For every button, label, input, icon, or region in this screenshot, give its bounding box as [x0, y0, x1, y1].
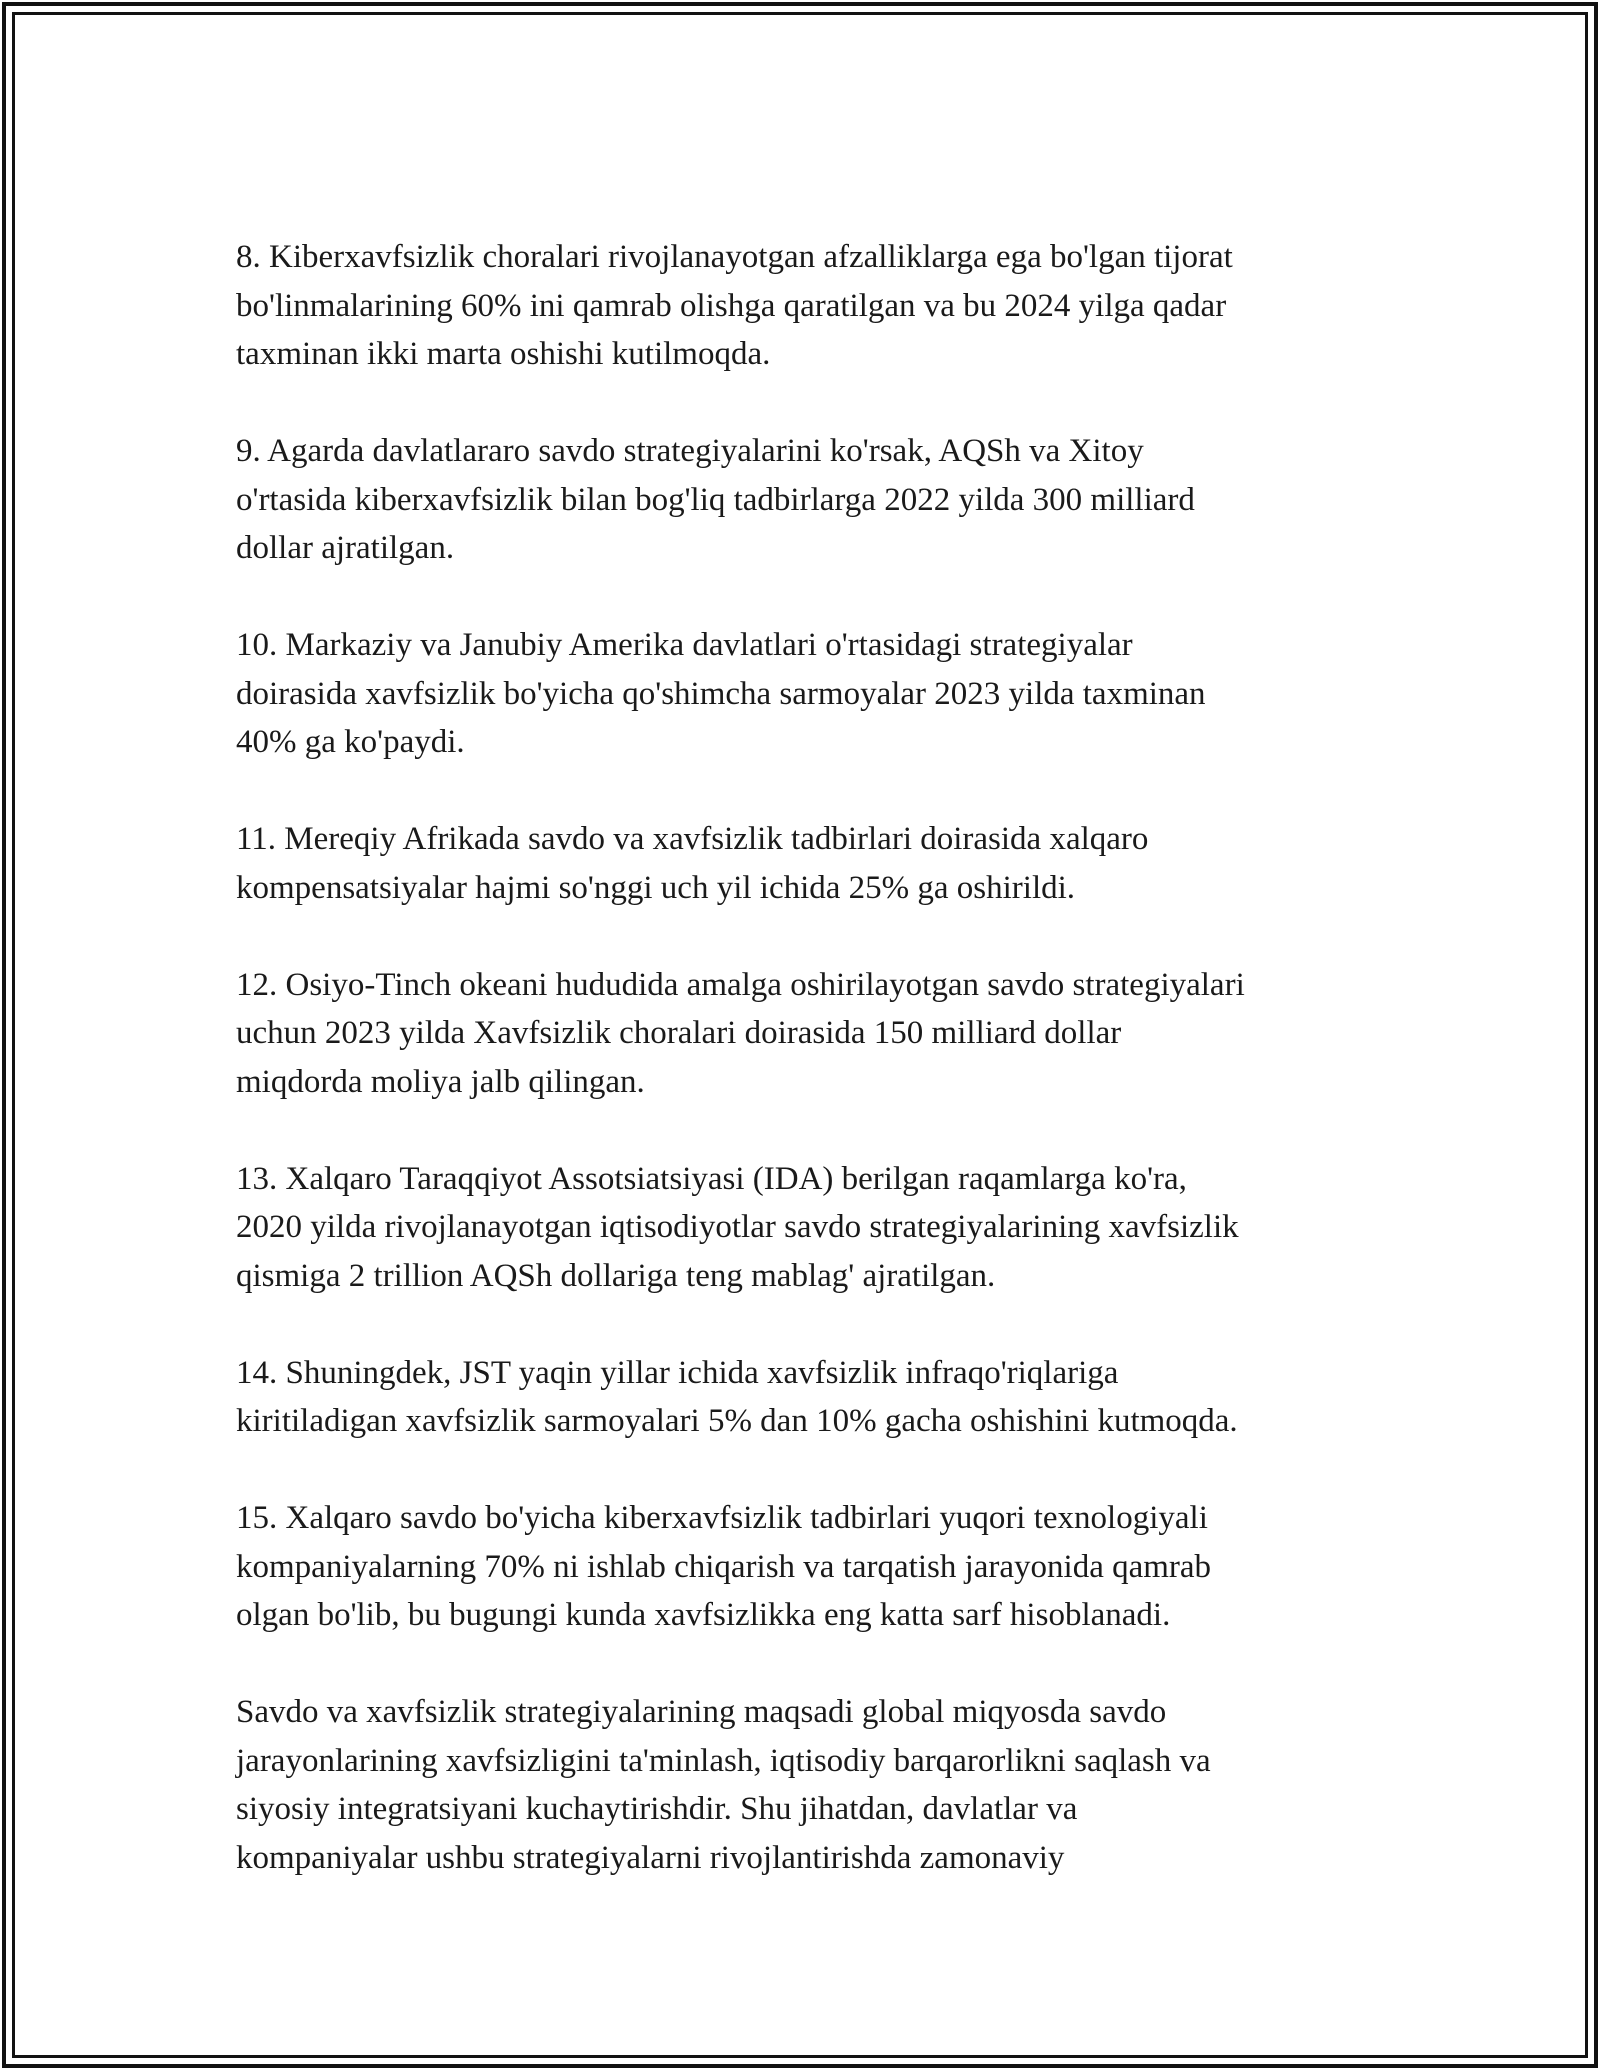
- text-line: uchun 2023 yilda Xavfsizlik choralari doirasida 150 milliard dollar: [236, 1015, 1122, 1051]
- text-line: o'rtasida kiberxavfsizlik bilan bog'liq tadbirlarga 2022 yilda 300 milliard: [236, 481, 1195, 518]
- text-line: 2020 yilda rivojlanayotgan iqtisodiyotlar savdo strategiyalarining xavfsizlik: [236, 1209, 1239, 1245]
- text-line: Savdo va xavfsizlik strategiyalarining maqsadi global miqyosda savdo: [236, 1694, 1167, 1730]
- text-line: 14. Shuningdek, JST yaqin yillar ichida xavfsizlik infraqo'riqlariga: [236, 1354, 1119, 1391]
- text-line: doirasida xavfsizlik bo'yicha qo'shimcha sarmoyalar 2023 yilda taxminan: [236, 675, 1206, 712]
- text-line: qismiga 2 trillion AQSh dollariga teng mablag' ajratilgan.: [236, 1257, 996, 1294]
- text-line: 40% ga ko'paydi.: [236, 724, 465, 760]
- text-line: kompaniyalarning 70% ni ishlab chiqarish va tarqatish jarayonida qamrab: [236, 1548, 1212, 1585]
- text-line: olgan bo'lib, bu bugungi kunda xavfsizlikka eng katta sarf hisoblanadi.: [236, 1597, 1171, 1633]
- text-line: 10. Markaziy va Janubiy Amerika davlatlari o'rtasidagi strategiyalar: [236, 627, 1133, 663]
- text-line: jarayonlarining xavfsizligini ta'minlash, iqtisodiy barqarorlikni saqlash va: [236, 1742, 1211, 1779]
- text-line: 15. Xalqaro savdo bo'yicha kiberxavfsizlik tadbirlari yuqori texnologiyali: [236, 1500, 1208, 1536]
- paragraph-item-15: [236, 1494, 1376, 1640]
- text-line: kompaniyalar ushbu strategiyalarni rivojlantirishda zamonaviy: [236, 1839, 1065, 1876]
- text-line: 12. Osiyo-Tinch okeani hududida amalga oshirilayotgan savdo strategiyalari: [236, 966, 1245, 1003]
- paragraph-conclusion: [236, 1688, 1376, 1882]
- text-line: kiritiladigan xavfsizlik sarmoyalari 5% dan 10% gacha oshishini kutmoqda.: [236, 1403, 1238, 1439]
- paragraph-item-12: [236, 961, 1376, 1107]
- text-line: 13. Xalqaro Taraqqiyot Assotsiatsiyasi (IDA) berilgan raqamlarga ko'ra,: [236, 1160, 1187, 1197]
- text-line: siyosiy integratsiyani kuchaytirishdir. Shu jihatdan, davlatlar va: [236, 1791, 1078, 1827]
- text-line: bo'linmalarining 60% ini qamrab olishga qaratilgan va bu 2024 yilga qadar: [236, 287, 1227, 324]
- paragraph-item-11: [236, 815, 1376, 912]
- paragraph-item-10: [236, 621, 1376, 767]
- text-line: 11. Mereqiy Afrikada savdo va xavfsizlik tadbirlari doirasida xalqaro: [236, 821, 1149, 857]
- paragraph-item-9: [236, 427, 1376, 573]
- text-line: dollar ajratilgan.: [236, 530, 455, 566]
- text-line: taxminan ikki marta oshishi kutilmoqda.: [236, 336, 771, 372]
- paragraph-item-8: [236, 233, 1376, 379]
- paragraph-item-13: [236, 1155, 1376, 1301]
- text-line: 8. Kiberxavfsizlik choralari rivojlanayotgan afzalliklarga ega bo'lgan tijorat: [236, 239, 1233, 275]
- document-body: [236, 233, 1376, 1931]
- text-line: miqdorda moliya jalb qilingan.: [236, 1063, 645, 1100]
- text-line: kompensatsiyalar hajmi so'nggi uch yil ichida 25% ga oshirildi.: [236, 869, 1076, 906]
- paragraph-item-14: [236, 1349, 1376, 1446]
- text-line: 9. Agarda davlatlararo savdo strategiyalarini ko'rsak, AQSh va Xitoy: [236, 433, 1144, 469]
